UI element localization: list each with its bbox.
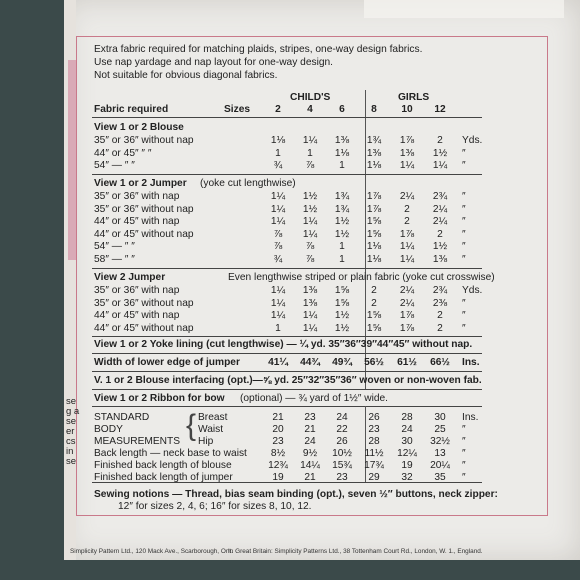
footer-left: Simplicity Pattern Ltd., 120 Mack Ave., Scarborough, Ont. xyxy=(70,548,233,555)
value-cell: 24 xyxy=(401,424,413,435)
rule-line xyxy=(92,174,482,175)
value-cell: ⅞ xyxy=(305,241,315,252)
value-cell: 1¼ xyxy=(270,216,286,227)
value-cell: 2¼ xyxy=(399,191,415,202)
value-cell: 1¼ xyxy=(270,297,286,309)
value-cell: 21 xyxy=(272,412,284,423)
value-cell: 1⅞ xyxy=(399,228,415,240)
unit-cell: ″ xyxy=(462,460,466,471)
value-cell: 56½ xyxy=(364,357,384,368)
ribbon-title: View 1 or 2 Ribbon for bow xyxy=(94,393,225,404)
value-cell: 1⅛ xyxy=(366,241,382,252)
value-cell: 2¼ xyxy=(399,285,415,296)
value-cell: 2 xyxy=(437,322,443,334)
value-cell: 28 xyxy=(368,436,380,447)
value-cell: 44¾ xyxy=(300,357,320,368)
value-cell: 1¼ xyxy=(270,285,286,296)
rule-line xyxy=(92,268,482,269)
value-cell: 2 xyxy=(371,297,377,309)
left-fragment: se xyxy=(66,396,77,407)
value-cell: 1⅜ xyxy=(366,147,382,159)
value-cell: 25 xyxy=(434,424,446,435)
value-cell: 12¾ xyxy=(268,460,288,471)
value-cell: 29 xyxy=(368,472,380,483)
size-col: 10 xyxy=(401,104,413,115)
unit-cell: ″ xyxy=(462,424,466,435)
measurement-group-label: MEASUREMENTS xyxy=(94,436,181,447)
rule-line xyxy=(92,482,482,483)
note-line: Extra fabric required for matching plaids, stripes, one-way design fabrics. xyxy=(94,44,423,55)
section-title: View 2 Jumper xyxy=(94,272,166,283)
value-cell: 1⅝ xyxy=(366,228,382,240)
size-col: 4 xyxy=(307,104,313,115)
value-cell: 1¼ xyxy=(270,191,286,202)
unit-cell: Ins. xyxy=(462,412,479,423)
value-cell: 26 xyxy=(368,412,380,423)
value-cell: 26 xyxy=(336,436,348,447)
unit-cell: Ins. xyxy=(462,357,480,368)
unit-cell: ″ xyxy=(462,203,466,215)
value-cell: ⅞ xyxy=(273,241,283,252)
unit-cell: ″ xyxy=(462,297,466,309)
value-cell: 19 xyxy=(272,472,284,483)
width-lower-label: Width of lower edge of jumper xyxy=(94,357,240,368)
value-cell: 1⅝ xyxy=(334,285,350,296)
childs-header: CHILD'S xyxy=(290,92,331,103)
value-cell: 1⅝ xyxy=(366,216,382,227)
value-cell: 49¾ xyxy=(332,357,352,368)
value-cell: ¾ xyxy=(273,253,283,265)
value-cell: 1½ xyxy=(334,216,350,227)
row-label: 44″ or 45″ without nap xyxy=(94,228,194,240)
value-cell: 1⅝ xyxy=(366,322,382,334)
value-cell: 32½ xyxy=(430,436,450,447)
value-cell: 1¼ xyxy=(302,135,318,146)
yoke-lining-line: View 1 or 2 Yoke lining (cut lengthwise) — ¼ yd. 35″36″39″44″45″ without nap. xyxy=(94,339,473,350)
value-cell: 28 xyxy=(401,412,413,423)
rule-line xyxy=(92,336,482,337)
value-cell: 30 xyxy=(434,412,446,423)
value-cell: 1¼ xyxy=(302,322,318,334)
value-cell: 1½ xyxy=(432,147,448,159)
row-label: 35″ or 36″ without nap xyxy=(94,297,194,309)
row-label: 35″ or 36″ with nap xyxy=(94,191,180,202)
value-cell: 2¼ xyxy=(432,203,448,215)
measurement-label: Waist xyxy=(198,424,224,435)
value-cell: 1 xyxy=(339,241,345,252)
unit-cell: ″ xyxy=(462,472,466,483)
sewing-notions-line: Sewing notions — Thread, bias seam binding (opt.), seven ½″ buttons, neck zipper: xyxy=(94,489,498,500)
value-cell: 9½ xyxy=(302,448,318,459)
value-cell: 10½ xyxy=(332,448,352,459)
value-cell: 2¾ xyxy=(432,285,448,296)
size-col: 6 xyxy=(339,104,345,115)
unit-cell: ″ xyxy=(462,216,466,227)
value-cell: 2¾ xyxy=(432,191,448,202)
value-cell: ⅞ xyxy=(305,160,315,171)
value-cell: 23 xyxy=(368,424,380,435)
row-label: 44″ or 45″ with nap xyxy=(94,216,180,227)
value-cell: 41¼ xyxy=(268,357,288,368)
value-cell: 1⅛ xyxy=(366,253,382,265)
value-cell: 1½ xyxy=(432,241,448,252)
unit-cell: Yds. xyxy=(462,135,483,146)
measurement-label: Hip xyxy=(198,436,214,447)
value-cell: 2 xyxy=(404,216,410,227)
measurement-group-label: STANDARD xyxy=(94,412,150,423)
unit-cell: ″ xyxy=(462,310,466,321)
left-fragment: in xyxy=(66,446,74,457)
value-cell: 24 xyxy=(304,436,316,447)
value-cell: 2¼ xyxy=(399,297,415,309)
value-cell: 15¾ xyxy=(332,460,352,471)
row-label: 58″ — ″ ″ xyxy=(94,253,135,265)
value-cell: 2 xyxy=(371,285,377,296)
value-cell: 1⅜ xyxy=(334,135,350,146)
ribbon-text: (optional) — ¾ yard of 1½″ wide. xyxy=(240,393,389,404)
note-line: Not suitable for obvious diagonal fabrics. xyxy=(94,70,278,81)
rule-line xyxy=(92,353,482,354)
value-cell: 1¼ xyxy=(399,241,415,252)
value-cell: 23 xyxy=(304,412,316,423)
value-cell: 23 xyxy=(272,436,284,447)
section-subtitle: (yoke cut lengthwise) xyxy=(200,178,296,189)
footer-right: In Great Britain: Simplicity Patterns Ltd., 38 Tottenham Court Rd., London, W. 1., England. xyxy=(228,548,483,555)
value-cell: 2 xyxy=(437,310,443,321)
value-cell: ⅞ xyxy=(305,253,315,265)
left-fragment: se xyxy=(66,416,77,427)
section-title: View 1 or 2 Blouse xyxy=(94,122,184,133)
rule-line xyxy=(92,371,482,372)
value-cell: 1¼ xyxy=(270,310,286,321)
value-cell: 11½ xyxy=(364,448,384,459)
value-cell: 32 xyxy=(401,472,413,483)
row-label: 35″ or 36″ without nap xyxy=(94,135,194,146)
value-cell: 12¼ xyxy=(397,448,417,459)
section-title: View 1 or 2 Jumper xyxy=(94,178,187,189)
value-cell: 8½ xyxy=(270,448,286,459)
measurement-label: Breast xyxy=(198,412,228,423)
row-label: 54″ — ″ ″ xyxy=(94,241,135,252)
value-cell: 1½ xyxy=(334,310,350,321)
value-cell: 1⅝ xyxy=(366,310,382,321)
section-subtitle: Even lengthwise striped or plain fabric (yoke cut crosswise) xyxy=(228,272,495,283)
left-fragment: er xyxy=(66,426,75,437)
value-cell: 1⅞ xyxy=(399,135,415,146)
value-cell: ⅞ xyxy=(273,228,283,240)
value-cell: 19 xyxy=(401,460,413,471)
row-label: 35″ or 36″ without nap xyxy=(94,203,194,215)
note-line: Use nap yardage and nap layout for one-way design. xyxy=(94,57,333,68)
value-cell: 1⅛ xyxy=(366,160,382,171)
value-cell: 1¼ xyxy=(302,228,318,240)
value-cell: 1¼ xyxy=(270,203,286,215)
unit-cell: ″ xyxy=(462,241,466,252)
value-cell: 1¾ xyxy=(334,203,350,215)
value-cell: 61½ xyxy=(397,357,417,368)
brace-glyph: { xyxy=(186,409,197,442)
measurement-label: Back length — neck base to waist xyxy=(94,448,247,459)
value-cell: 21 xyxy=(304,472,316,483)
unit-cell: ″ xyxy=(462,253,466,265)
size-col: 12 xyxy=(434,104,446,115)
value-cell: 1¼ xyxy=(432,160,448,171)
unit-cell: ″ xyxy=(462,322,466,334)
value-cell: 20¼ xyxy=(430,460,450,471)
value-cell: 2⅜ xyxy=(432,297,448,309)
value-cell: 30 xyxy=(401,436,413,447)
value-cell: 13 xyxy=(434,448,446,459)
value-cell: 1⅞ xyxy=(399,322,415,334)
value-cell: 20 xyxy=(272,424,284,435)
value-cell: 23 xyxy=(336,472,348,483)
value-cell: 2 xyxy=(404,203,410,215)
left-fragment: cs xyxy=(66,436,76,447)
value-cell: 1⅞ xyxy=(366,191,382,202)
value-cell: 1¼ xyxy=(302,310,318,321)
value-cell: 1⅜ xyxy=(399,147,415,159)
rule-line xyxy=(92,117,482,118)
value-cell: 1¾ xyxy=(366,135,382,146)
measurement-group-label: BODY xyxy=(94,424,123,435)
rule-line xyxy=(92,406,482,407)
unit-cell: Yds. xyxy=(462,285,483,296)
value-cell: 1¾ xyxy=(334,191,350,202)
size-col: 2 xyxy=(275,104,281,115)
value-cell: 1⅝ xyxy=(334,297,350,309)
value-cell: 1⅜ xyxy=(302,297,318,309)
unit-cell: ″ xyxy=(462,448,466,459)
value-cell: 1⅜ xyxy=(432,253,448,265)
row-label: 44″ or 45″ with nap xyxy=(94,310,180,321)
value-cell: 17¾ xyxy=(364,460,384,471)
row-label: 44″ or 45″ without nap xyxy=(94,322,194,334)
unit-cell: ″ xyxy=(462,160,466,171)
value-cell: ¾ xyxy=(273,160,283,171)
value-cell: 14¼ xyxy=(300,460,320,471)
unit-cell: ″ xyxy=(462,228,466,240)
value-cell: 1 xyxy=(339,160,345,171)
measurement-label: Finished back length of jumper xyxy=(94,472,233,483)
value-cell: 2¼ xyxy=(432,216,448,227)
row-label: 35″ or 36″ with nap xyxy=(94,285,180,296)
value-cell: 24 xyxy=(336,412,348,423)
value-cell: 1½ xyxy=(302,203,318,215)
sizes-label: Sizes xyxy=(224,104,251,115)
interfacing-line: V. 1 or 2 Blouse interfacing (opt.)—⅝ yd. 25″32″35″36″ woven or non-woven fab. xyxy=(94,375,482,386)
measurement-label: Finished back length of blouse xyxy=(94,460,232,471)
value-cell: 1⅞ xyxy=(399,310,415,321)
unit-cell: ″ xyxy=(462,191,466,202)
value-cell: 66½ xyxy=(430,357,450,368)
value-cell: 1 xyxy=(275,322,281,334)
value-cell: 1 xyxy=(339,253,345,265)
rule-line xyxy=(92,389,482,390)
value-cell: 1⅛ xyxy=(270,135,286,146)
value-cell: 2 xyxy=(437,135,443,146)
value-cell: 1¼ xyxy=(399,160,415,171)
value-cell: 2 xyxy=(437,228,443,240)
unit-cell: ″ xyxy=(462,436,466,447)
fabric-required-label: Fabric required xyxy=(94,104,169,115)
left-edge-strip xyxy=(64,0,76,560)
value-cell: 1½ xyxy=(334,228,350,240)
value-cell: 1¼ xyxy=(399,253,415,265)
size-col: 8 xyxy=(371,104,377,115)
value-cell: 1 xyxy=(307,147,313,159)
row-label: 54″ — ″ ″ xyxy=(94,160,135,171)
girls-header: GIRLS xyxy=(398,92,430,103)
value-cell: 1 xyxy=(275,147,281,159)
value-cell: 22 xyxy=(336,424,348,435)
value-cell: 35 xyxy=(434,472,446,483)
value-cell: 1¼ xyxy=(302,216,318,227)
left-fragment: g a xyxy=(66,406,80,417)
left-fragment: se xyxy=(66,456,77,467)
value-cell: 1⅛ xyxy=(334,147,350,159)
row-label: 44″ or 45″ ″ ″ xyxy=(94,147,152,159)
value-cell: 1⅞ xyxy=(366,203,382,215)
tape-strip xyxy=(364,0,564,18)
value-cell: 1½ xyxy=(302,191,318,202)
value-cell: 21 xyxy=(304,424,316,435)
sewing-notions-line2: 12″ for sizes 2, 4, 6; 16″ for sizes 8, 10, 12. xyxy=(118,501,312,512)
value-cell: 1⅜ xyxy=(302,285,318,296)
unit-cell: ″ xyxy=(462,147,466,159)
value-cell: 1½ xyxy=(334,322,350,334)
